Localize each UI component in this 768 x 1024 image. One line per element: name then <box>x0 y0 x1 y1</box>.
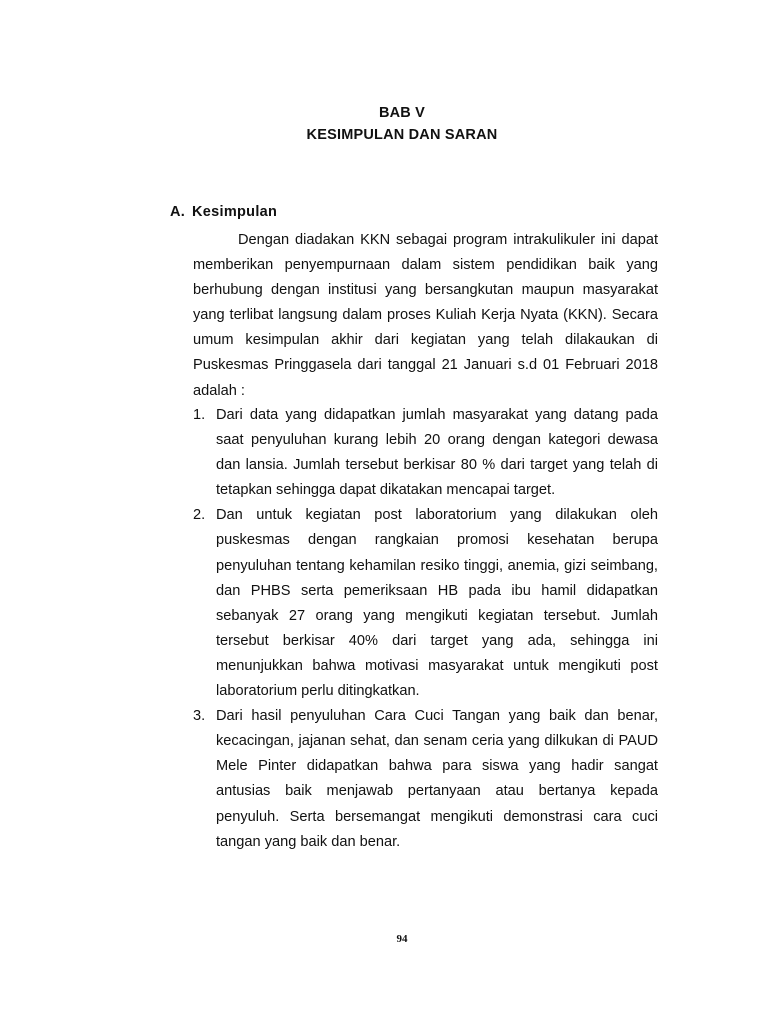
list-item-number: 2. <box>193 507 206 524</box>
list-item-number: 3. <box>193 708 206 725</box>
chapter-title: KESIMPULAN DAN SARAN <box>306 127 498 143</box>
list-item <box>193 704 658 855</box>
list-item <box>193 403 658 503</box>
list-item-number: 1. <box>193 407 206 423</box>
list-item-text: Dan untuk kegiatan post laboratorium yang dilakukan oleh puskesmas dengan rangkaian promosi kesehatan berupa penyuluhan tentang kehamilan resiko tinggi, anemia, gizi seimbang, dan PHBS serta pemeriksaan HB pada ibu hamil didapatkan sebanyak 27 orang yang mengikuti kegiatan tersebut. Jumlah tersebut berkisar 40% dari target yang ada, sehingga ini menunjukkan bahwa motivasi masyarakat untuk mengikuti post laboratorium perlu ditingkatkan. <box>216 507 658 700</box>
section-title: Kesimpulan <box>192 204 278 220</box>
conclusion-list <box>193 403 658 855</box>
list-item <box>193 503 658 704</box>
chapter-number: BAB V <box>378 105 426 121</box>
list-item-text: Dari data yang didapatkan jumlah masyarakat yang datang pada saat penyuluhan kurang lebih 20 orang dengan kategori dewasa dan lansia. Jumlah tersebut berkisar 80 % dari target yang telah di tetapkan sehingga dapat dikatakan mencapai target. <box>216 407 658 499</box>
page-number: 94 <box>396 933 408 945</box>
section-letter: A. <box>170 204 186 220</box>
intro-paragraph: Dengan diadakan KKN sebagai program intrakulikuler ini dapat memberikan penyempurnaan dalam sistem pendidikan baik yang berhubung dengan institusi yang bersangkutan maupun masyarakat yang terlibat langsung dalam proses Kuliah Kerja Nyata (KKN). Secara umum kesimpulan akhir dari kegiatan yang telah dilakaukan di Puskesmas Pringgasela dari tanggal 21 Januari s.d 01 Februari 2018 adalah : <box>193 232 658 399</box>
section-heading <box>170 204 277 220</box>
list-item-text: Dari hasil penyuluhan Cara Cuci Tangan yang baik dan benar, kecacingan, jajanan sehat, dan senam ceria yang dilkukan di PAUD Mele Pinter didapatkan bahwa para siswa yang hadir sangat antusias baik menjawab pertanyaan atau bertanya kepada penyuluh. Serta bersemangat mengikuti demonstrasi cara cuci tangan yang baik dan benar. <box>216 708 658 850</box>
